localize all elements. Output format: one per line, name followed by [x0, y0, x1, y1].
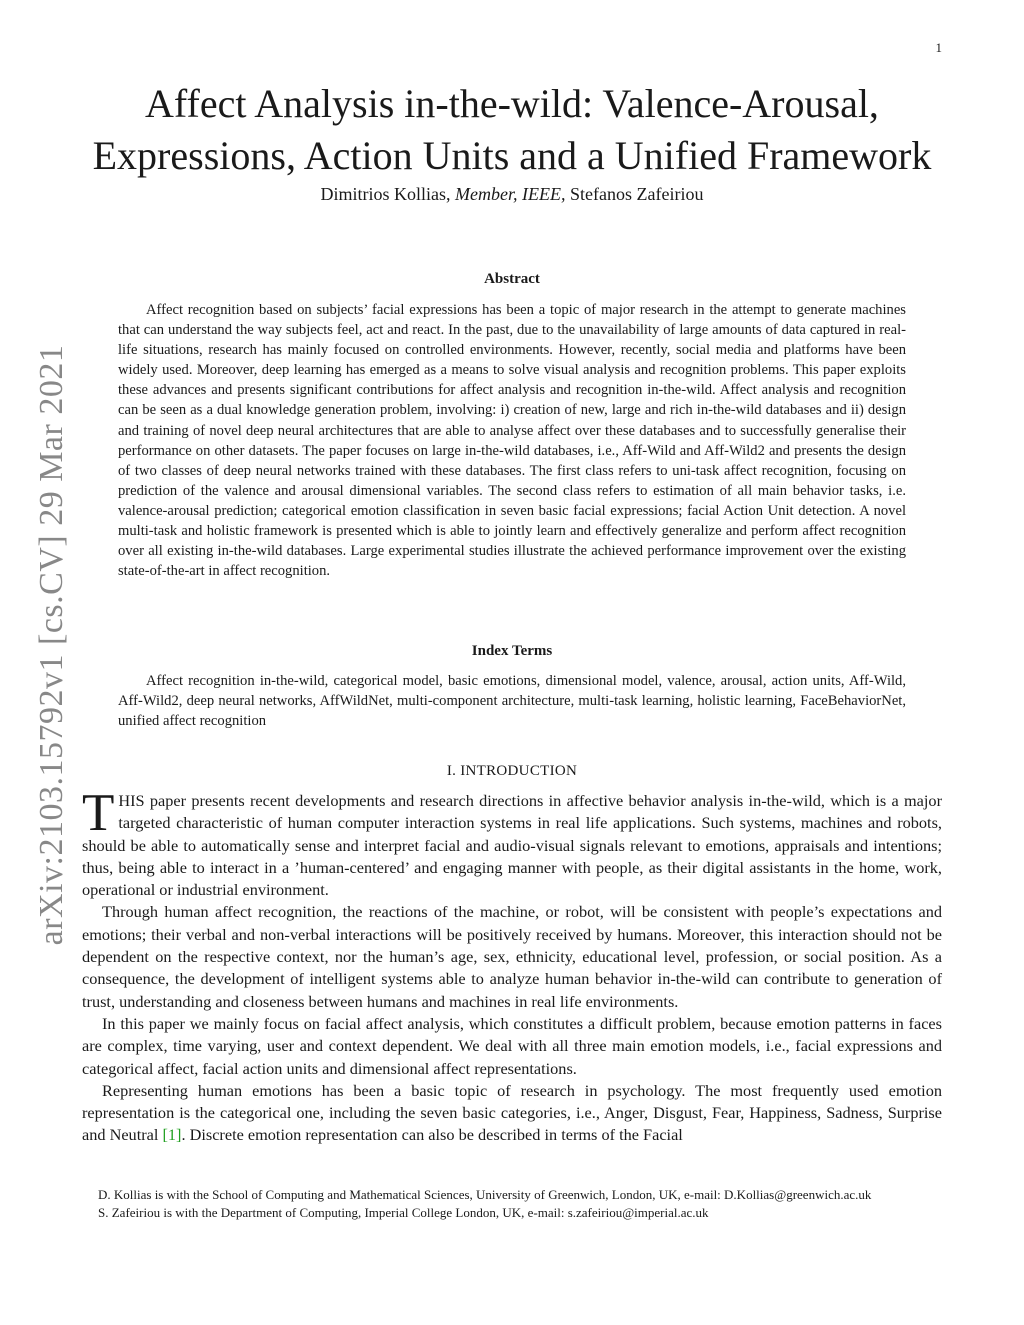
title-line-1: Affect Analysis in-the-wild: Valence-Arousal,: [145, 81, 879, 126]
section-title-introduction: I. INTRODUCTION: [446, 763, 578, 779]
paragraph-3: In this paper we mainly focus on facial affect analysis, which constitutes a difficult problem, because emotion patterns in faces are complex, time varying, user and context dependent. We deal with all three main emotion models, i.e., facial expressions and categorical affect, facial action units and dimensional affect representations.: [82, 1013, 942, 1078]
paragraph-4-text-a: Representing human emotions has been a basic topic of research in psychology. The most frequently used emotion representation is the categorical one, including the seven basic categories, i.e., Anger, Disgust, Fear, Happiness, Sadness, Surprise and Neutral: [82, 1080, 942, 1145]
introduction-body: [82, 784, 942, 1147]
footnote-kollias: D. Kollias is with the School of Computing and Mathematical Sciences, University of Greenwich, London, UK, e-mail: D.Kollias@greenwich.ac.uk: [98, 1187, 872, 1202]
paragraph-4: [82, 1080, 942, 1147]
citation-link[interactable]: [1]: [162, 1125, 182, 1145]
author-role: Member, IEEE,: [455, 184, 566, 204]
drop-cap: T: [82, 784, 115, 842]
footnote-zafeiriou: S. Zafeiriou is with the Department of Computing, Imperial College London, UK, e-mail: s.zafeiriou@imperial.ac.uk: [98, 1204, 709, 1220]
paragraph-4-text-b: . Discrete emotion representation can also be described in terms of the Facial: [181, 1125, 683, 1145]
abstract-heading: Abstract: [484, 271, 540, 287]
index-terms-heading: Index Terms: [471, 643, 553, 659]
abstract-text: Affect recognition based on subjects’ facial expressions has been a topic of major research in the attempt to generate machines that can understand the way subjects feel, act and react. In the past, due to the unavailability of large amounts of data captured in real-life situations, research has mainly focused on controlled environments. However, recently, social media and platforms have been widely used. Moreover, deep learning has emerged as a means to solve visual analysis and recognition problems. This paper exploits these advances and presents significant contributions for affect analysis and recognition in-the-wild. Affect analysis and recognition can be seen as a dual knowledge generation problem, involving: i) creation of new, large and rich in-the-wild databases and ii) design and training of novel deep neural architectures that are able to analyse affect over these databases and to successfully generalise their performance on other datasets. The paper focuses on large in-the-wild databases, i.e., Aff-Wild and Aff-Wild2 and presents the design of two classes of deep neural networks trained with these databases. The first class refers to uni-task affect recognition, focusing on prediction of the valence and arousal dimensional variables. The second class refers to estimation of all main behavior tasks, i.e. valence-arousal prediction; categorical emotion classification in seven basic facial expressions; facial Action Unit detection. A novel multi-task and holistic framework is presented which is able to jointly learn and effectively generalize and perform affect recognition over all existing in-the-wild databases. Large experimental studies illustrate the achieved performance improvement over the existing state-of-the-art in affect recognition.: [118, 302, 906, 580]
title-line-2: Expressions, Action Units and a Unified Framework: [92, 133, 932, 178]
author-second: Stefanos Zafeiriou: [570, 184, 704, 204]
paragraph-1-text: HIS paper presents recent developments and research directions in affective behavior analysis in-the-wild, which is a major targeted characteristic of human computer interaction systems in real life applications. Such systems, machines and robots, should be able to automatically sense and interpret facial and audio-visual signals relevant to emotions, appraisals and intentions; thus, being able to interact in a ’human-centered’ and engaging manner with people, as their digital assistants in the home, work, operational or industrial environment.: [82, 791, 942, 900]
index-terms-text: Affect recognition in-the-wild, categorical model, basic emotions, dimensional model, valence, arousal, action units, Aff-Wild, Aff-Wild2, deep neural networks, AffWildNet, multi-component architecture, multi-task learning, holistic learning, FaceBehaviorNet, unified affect recognition: [118, 673, 906, 730]
page-number: 1: [935, 40, 942, 55]
paragraph-2: Through human affect recognition, the reactions of the machine, or robot, will be consistent with people’s expectations and emotions; their verbal and non-verbal interactions will be positively received by humans. Moreover, this interaction should not be dependent on the respective context, nor the human’s age, sex, ethnicity, educational level, profession, or social position. As a consequence, the development of intelligent systems able to analyze human behavior in-the-wild can contribute to generation of trust, understanding and closeness between humans and machines in real life environments.: [82, 902, 942, 1011]
author-list: [60, 184, 964, 205]
author-first: Dimitrios Kollias,: [320, 184, 451, 204]
arxiv-identifier[interactable]: arXiv:2103.15792v1 [cs.CV] 29 Mar 2021: [33, 344, 70, 946]
paper-title: [60, 78, 964, 182]
footnotes: [82, 1186, 942, 1221]
paragraph-1: [82, 784, 942, 901]
